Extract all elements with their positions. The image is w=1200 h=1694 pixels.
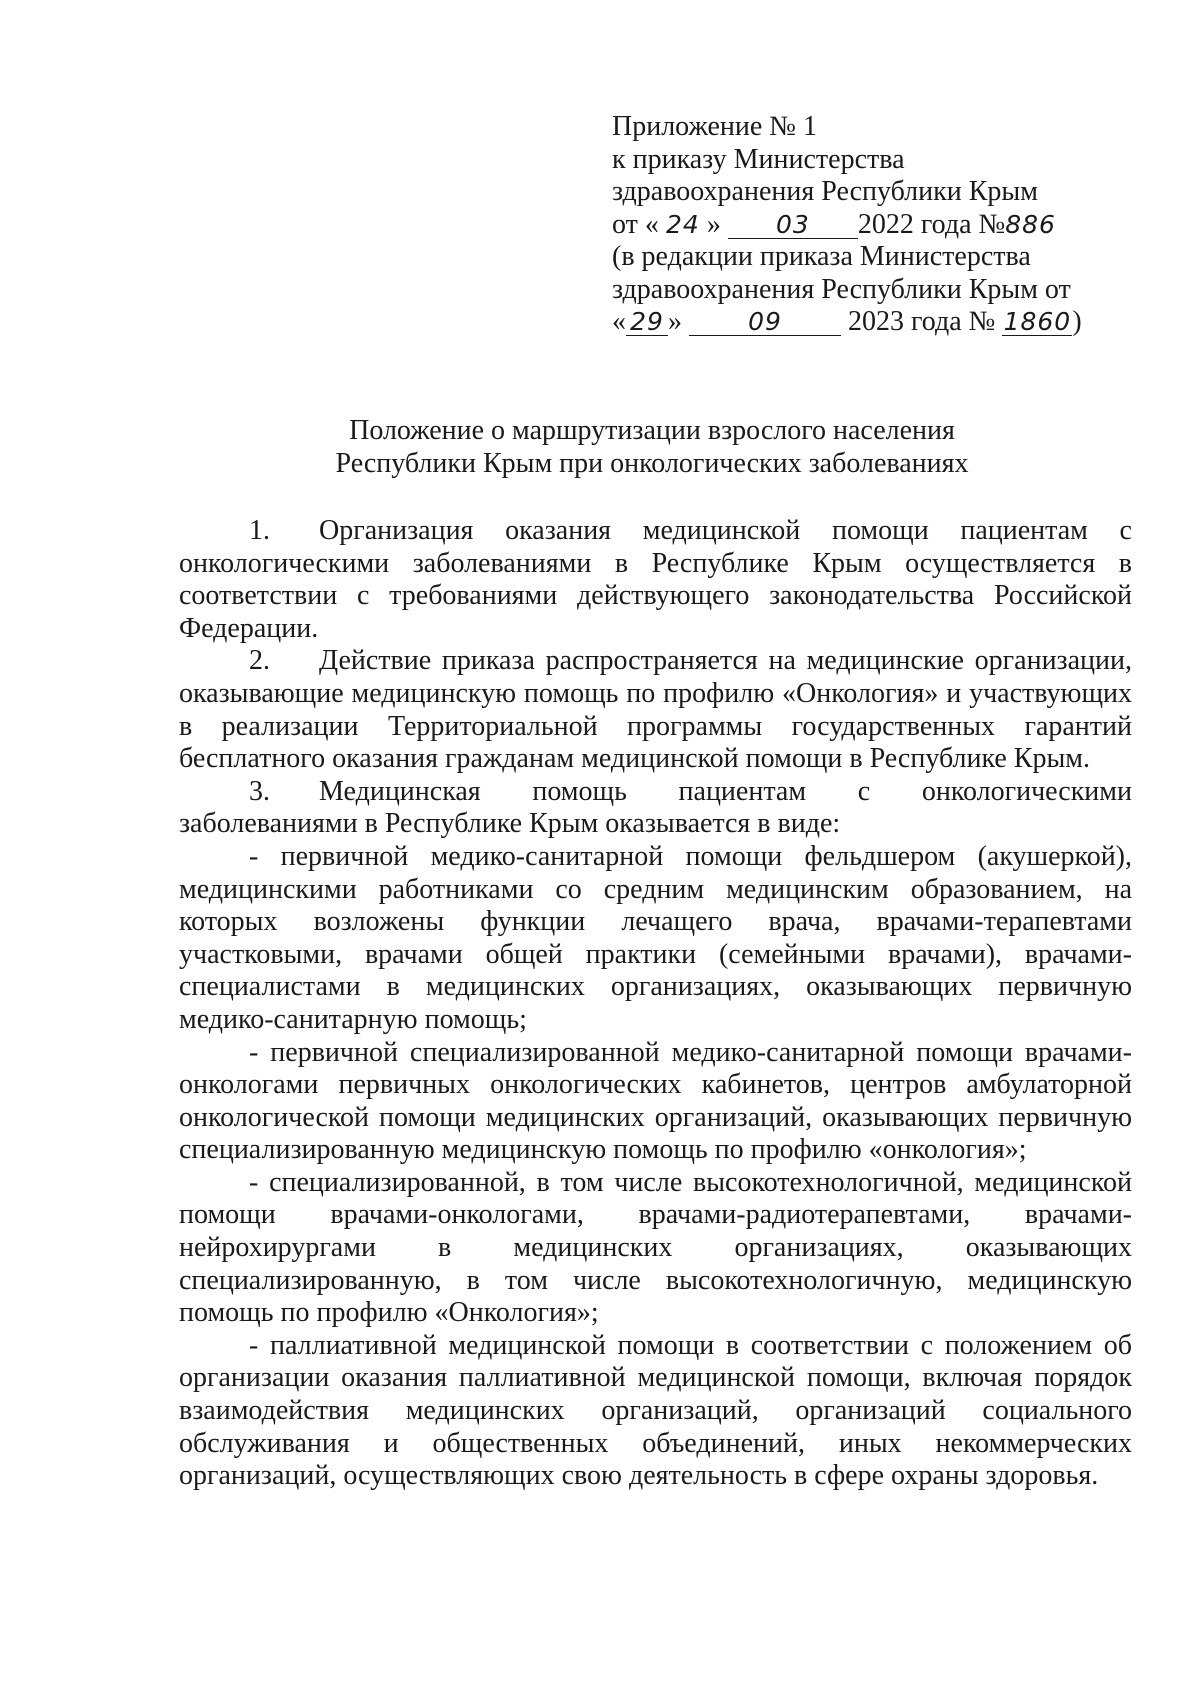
date-suffix: 2022 года № (857, 208, 1006, 240)
paragraph-3 (179, 776, 1132, 841)
handwritten-month: 03 (728, 212, 858, 239)
date-prefix: от « (612, 208, 659, 240)
handwritten-revision-day: 29 (626, 309, 668, 336)
paragraph-2 (179, 645, 1132, 775)
bullet-primary-care: - первичной медико-санитарной помощи фельдшером (акушеркой), медицинскими работниками со средним медицинским образованием, на которых возложены функции лечащего врача, врачами-терапевтами участковыми, врачами общей практики (семейными врачами), врачами-специалистами в медицинских организациях, оказывающих первичную медико-санитарную помощь; (179, 840, 1132, 1035)
bullet-specialized-care: - специализированной, в том числе высокотехнологичной, медицинской помощи врачами-онкологами, врачами-радиотерапевтами, врачами-нейрохирургами в медицинских организациях, оказывающих специализированную, в том числе высокотехнологичную, медицинскую помощь по профилю «Онкология»; (179, 1166, 1132, 1329)
appendix-revision-date (612, 306, 1132, 339)
paragraph-1-number: 1. (249, 515, 270, 546)
paragraph-3-text: Медицинская помощь пациентам с онкологическими заболеваниями в Республике Крым оказывается в виде: (179, 775, 1132, 840)
appendix-header (612, 111, 1132, 339)
appendix-revision: (в редакции приказа Министерства (612, 241, 1031, 272)
title-line-1: Положение о маршрутизации взрослого населения (349, 415, 955, 446)
paragraph-2-number: 2. (249, 645, 270, 677)
bullet-palliative-care: - паллиативной медицинской помощи в соответствии с положением об организации оказания паллиативной медицинской помощи, включая порядок взаимодействия медицинских организаций, организаций социального обслуживания и общественных объединений, иных некоммерческих организаций, осуществляющих свою деятельность в сфере охраны здоровья. (179, 1329, 1132, 1492)
paragraph-1 (179, 515, 1132, 645)
paragraph-1-text: Организация оказания медицинской помощи пациентам с онкологическими заболеваниями в Республике Крым осуществляется в соответствии с требованиями действующего законодательства Российской Федерации. (179, 515, 1132, 644)
appendix-number: Приложение № 1 (612, 111, 817, 142)
appendix-order-date (612, 209, 1132, 242)
appendix-revision-ministry: здравоохранения Республики Крым от (612, 273, 1071, 305)
handwritten-day: 24 (665, 209, 700, 239)
bullet-primary-specialized-care: - первичной специализированной медико-санитарной помощи врачами-онкологами первичных онкологических кабинетов, центров амбулаторной онкологической помощи медицинских организаций, оказывающих первичную специализированную медицинскую помощь по профилю «онкология»; (179, 1036, 1132, 1166)
date-mid: » (706, 208, 721, 240)
paragraph-2-text: Действие приказа распространяется на медицинские организации, оказывающие медицинскую помощь по профилю «Онкология» и участвующих в реализации Территориальной программы государственных гарантий бесплатного оказания гражданам медицинской помощи в Республике Крым. (179, 645, 1132, 775)
revision-date-suffix: 2023 года № (848, 306, 996, 337)
handwritten-revision-month: 09 (689, 309, 841, 336)
revision-close-paren: ) (1072, 306, 1082, 337)
document-body (179, 515, 1132, 1493)
document-title (170, 414, 1134, 480)
paragraph-3-number: 3. (249, 775, 270, 807)
revision-date-mid: » (668, 306, 682, 337)
appendix-order-ref: к приказу Министерства (612, 143, 905, 175)
appendix-ministry: здравоохранения Республики Крым (612, 176, 1038, 207)
handwritten-order-number: 886 (1005, 209, 1056, 239)
revision-date-prefix: « (612, 306, 626, 337)
title-line-2: Республики Крым при онкологических заболеваниях (335, 448, 969, 479)
handwritten-revision-number: 1860 (1003, 307, 1072, 336)
